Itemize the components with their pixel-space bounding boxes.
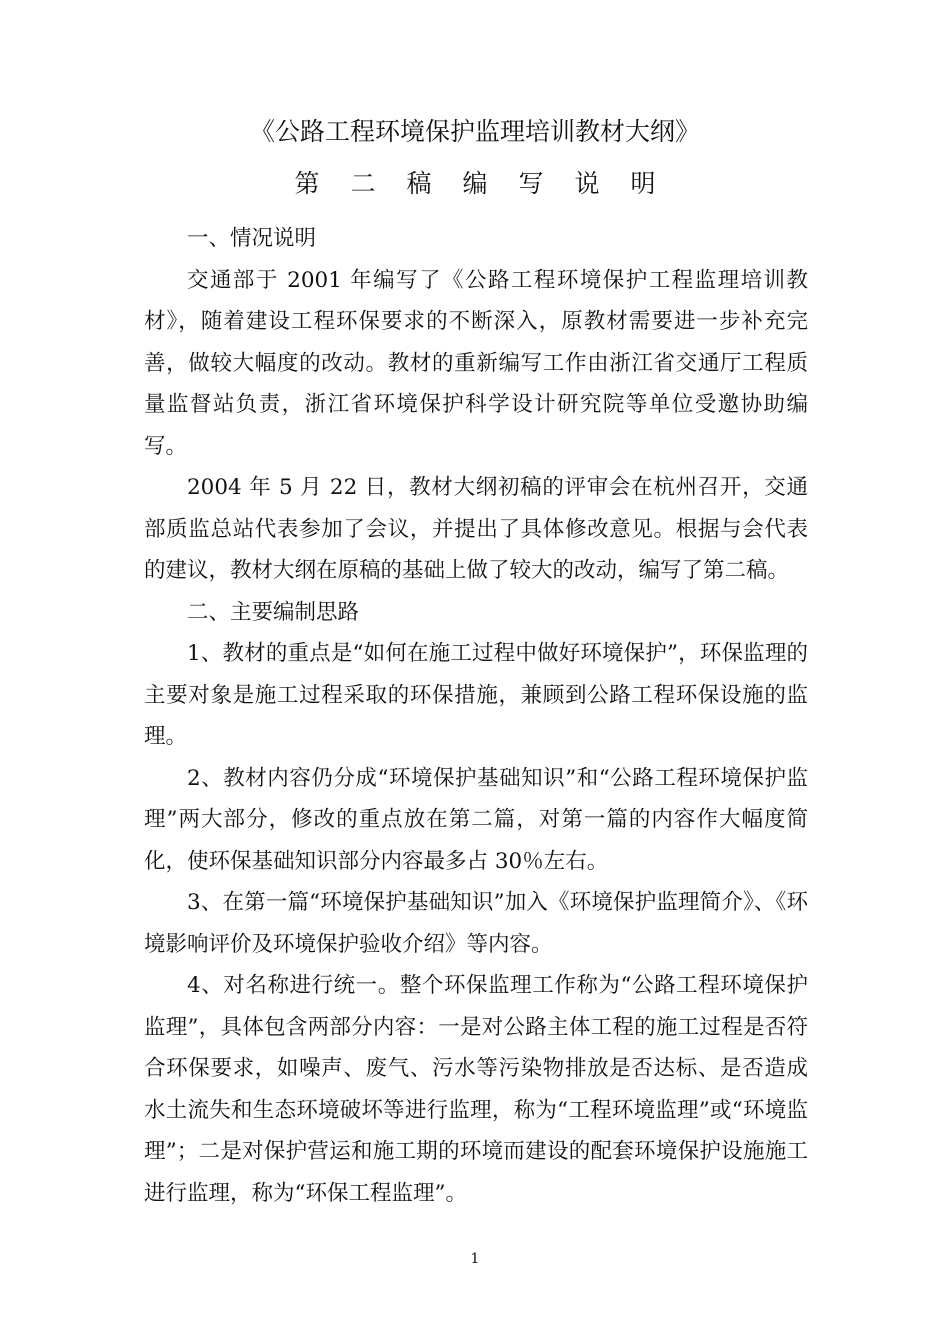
document-title: 《公路工程环境保护监理培训教材大纲》 [249,117,700,146]
page-number: 1 [470,1251,480,1267]
paragraph: 4、对名称进行统一。整个环保监理工作称为“公路工程环境保护监理”，具体包含两部分内容：一是对公路主体工程的施工过程是否符合环保要求，如噪声、废气、污水等污染物排放是否达标、是否造成水土流失和生态环境破坏等进行监理，称为“工程环境监理”或“环境监理”；二是对保护营运和施工期的环境而建设的配套环境保护设施施工进行监理，称为“环保工程监理”。 [144,973,808,1206]
paragraph: 2004 年 5 月 22 日，教材大纲初稿的评审会在杭州召开，交通部质监总站代表参加了会议，并提出了具体修改意见。根据与会代表的建议，教材大纲在原稿的基础上做了较大的改动，编写了第二稿。 [144,475,808,583]
section-heading-approach: 二、主要编制思路 [187,599,360,625]
paragraph: 3、在第一篇“环境保护基础知识”加入《环境保护监理简介》、《环境影响评价及环境保护验收介绍》等内容。 [144,890,808,957]
paragraph: 2、教材内容仍分成“环境保护基础知识”和“公路工程环境保护监理”两大部分，修改的重点放在第二篇，对第一篇的内容作大幅度简化，使环保基础知识部分内容最多占 30％左右。 [144,765,808,874]
paragraph: 交通部于 2001 年编写了《公路工程环境保护工程监理培训教材》，随着建设工程环保要求的不断深入，原教材需要进一步补充完善，做较大幅度的改动。教材的重新编写工作由浙江省交通厅工程质量监督站负责，浙江省环境保护科学设计研究院等单位受邀协助编写。 [144,267,808,459]
section-heading-situation: 一、情况说明 [187,226,317,251]
paragraph: 1、教材的重点是“如何在施工过程中做好环境保护”，环保监理的主要对象是施工过程采取的环保措施，兼顾到公路工程环保设施的监理。 [144,641,808,749]
document-body [144,218,808,1214]
document-subtitle: 第二稿编写说明 [294,169,687,198]
